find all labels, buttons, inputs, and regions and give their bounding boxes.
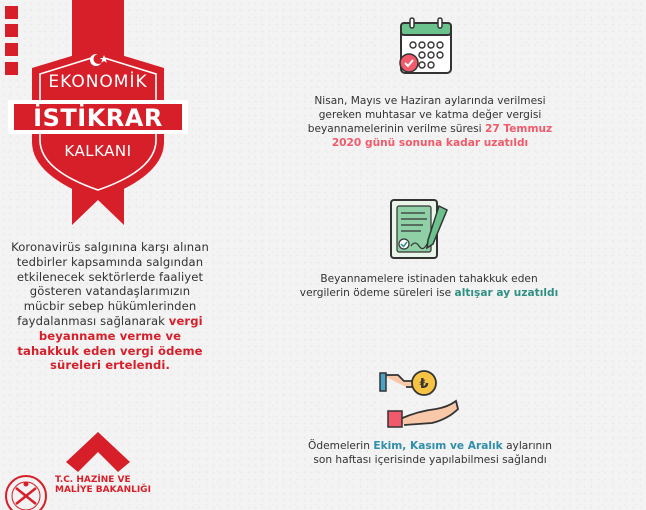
hand-coin-icon <box>378 365 464 431</box>
item-1-text <box>305 94 555 150</box>
item-3-text <box>305 439 555 467</box>
item-2-text-highlight: altışar ay uzatıldı <box>454 287 559 299</box>
chevron-up-icon <box>66 432 130 472</box>
item-1-text-plain: Nisan, Mayıs ve Haziran aylarında verilmesi gereken muhtasar ve katma değer vergisi beyannamelerinin verilme süresi <box>307 95 546 135</box>
ministry-name-line1: T.C. HAZİNE VE <box>55 475 131 485</box>
document-pen-icon <box>385 196 457 266</box>
ministry-name-line2: MALİYE BAKANLIĞI <box>55 485 151 495</box>
item-1-text-highlight: 27 Temmuz 2020 günü sonuna kadar uzatıldı <box>331 123 553 149</box>
badge-line2: İSTİKRAR <box>33 104 163 132</box>
item-3-text-after: aylarının son haftası içerisinde yapılabilmesi sağlandı <box>313 440 552 466</box>
item-3-text-before: Ödemelerin <box>308 440 370 452</box>
intro-text-highlight: vergi beyanname verme ve tahakkuk eden vergi ödeme süreleri ertelendi. <box>17 313 203 373</box>
badge-line1: EKONOMİK <box>48 72 148 92</box>
item-2-text <box>298 272 560 300</box>
item-3-text-highlight: Ekim, Kasım ve Aralık <box>373 440 503 452</box>
ministry-logo <box>2 470 52 510</box>
item-2-text-plain: Beyannamelere istinaden tahakkuk eden vergilerin ödeme süreleri ise <box>299 273 538 299</box>
intro-text <box>10 240 210 373</box>
svg-text:₺: ₺ <box>419 377 429 392</box>
badge-line3: KALKANI <box>64 142 132 160</box>
calendar-icon <box>395 15 459 79</box>
ekonomik-istikrar-badge <box>0 0 200 235</box>
intro-text-plain: Koronavirüs salgınına karşı alınan tedbirler kapsamında salgından etkilenecek sektörlerde faaliyet gösteren vatandaşlarımızın mücbir sebep hükümlerinden faydalanması sağlanarak <box>11 240 209 328</box>
ministry-name <box>55 475 151 495</box>
